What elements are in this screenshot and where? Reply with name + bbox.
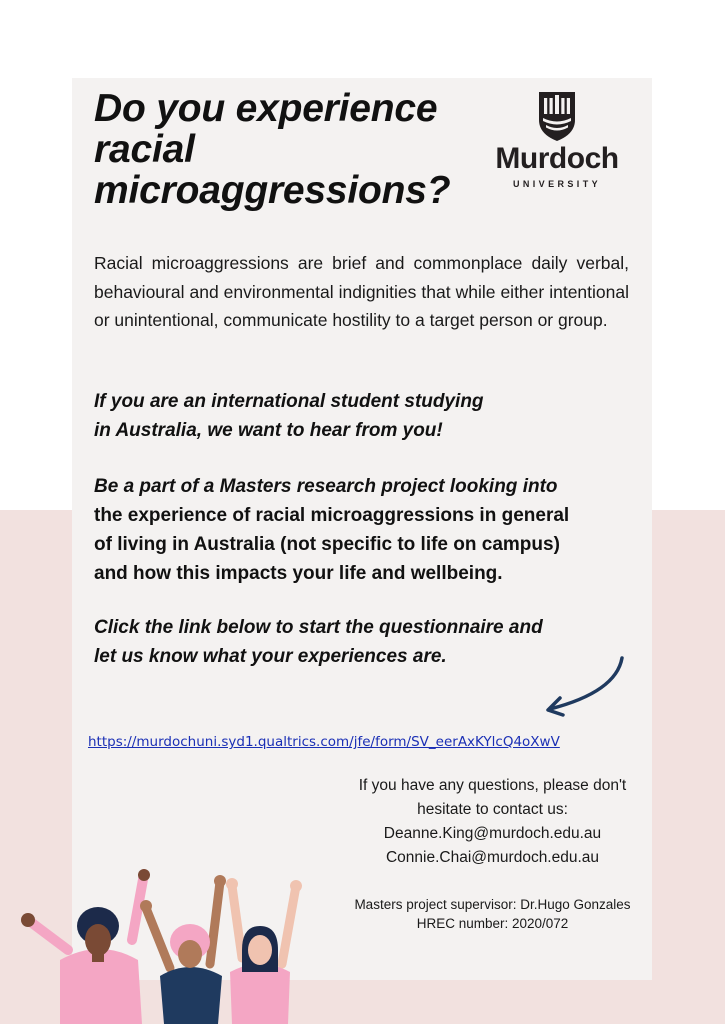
project-line-2: the experience of racial microaggressions in general	[94, 505, 570, 526]
hrec-number: HREC number: 2020/072	[416, 916, 569, 931]
title-line-3: microaggressions?	[94, 169, 451, 212]
poster-title	[94, 88, 494, 211]
survey-link[interactable]: https://murdochuni.syd1.qualtrics.com/jfe/form/SV_eerAxKYlcQ4oXwV	[88, 734, 560, 750]
contact-email-1: Deanne.King@murdoch.edu.au	[383, 825, 602, 842]
title-line-2: racial	[94, 128, 195, 171]
project-line-3: of living in Australia (not specific to life on campus)	[94, 534, 560, 555]
definition-paragraph: Racial microaggressions are brief and commonplace daily verbal, behavioural and environmental indignities that while either intentional or unintentional, communicate hostility to a target person or group.	[94, 253, 629, 330]
murdoch-university-logo	[492, 90, 622, 195]
logo-wordmark: Murdoch	[495, 142, 619, 175]
logo-subtitle: UNIVERSITY	[512, 179, 601, 189]
supervisor-line: Masters project supervisor: Dr.Hugo Gonzales	[354, 897, 631, 912]
cta-line-1: Click the link below to start the questionnaire and	[94, 617, 543, 638]
celebrating-women-illustration	[20, 868, 320, 1024]
contact-line-2: hesitate to contact us:	[417, 801, 568, 818]
international-student-callout	[94, 387, 624, 445]
callout-line-2: in Australia, we want to hear from you!	[94, 420, 443, 441]
murdoch-crest-icon	[492, 90, 622, 142]
callout-line-1: If you are an international student studying	[94, 391, 484, 412]
curved-arrow-icon	[540, 652, 630, 722]
cta-line-2: let us know what your experiences are.	[94, 646, 447, 667]
title-line-1: Do you experience	[94, 87, 438, 130]
contact-line-1: If you have any questions, please don't	[358, 777, 627, 794]
project-line-4: and how this impacts your life and wellbeing.	[94, 563, 503, 584]
project-line-1: Be a part of a Masters research project looking into	[94, 476, 558, 497]
contact-email-2: Connie.Chai@murdoch.edu.au	[385, 849, 600, 866]
project-description	[94, 472, 624, 588]
contact-info	[340, 774, 645, 870]
supervisor-info	[335, 895, 650, 933]
